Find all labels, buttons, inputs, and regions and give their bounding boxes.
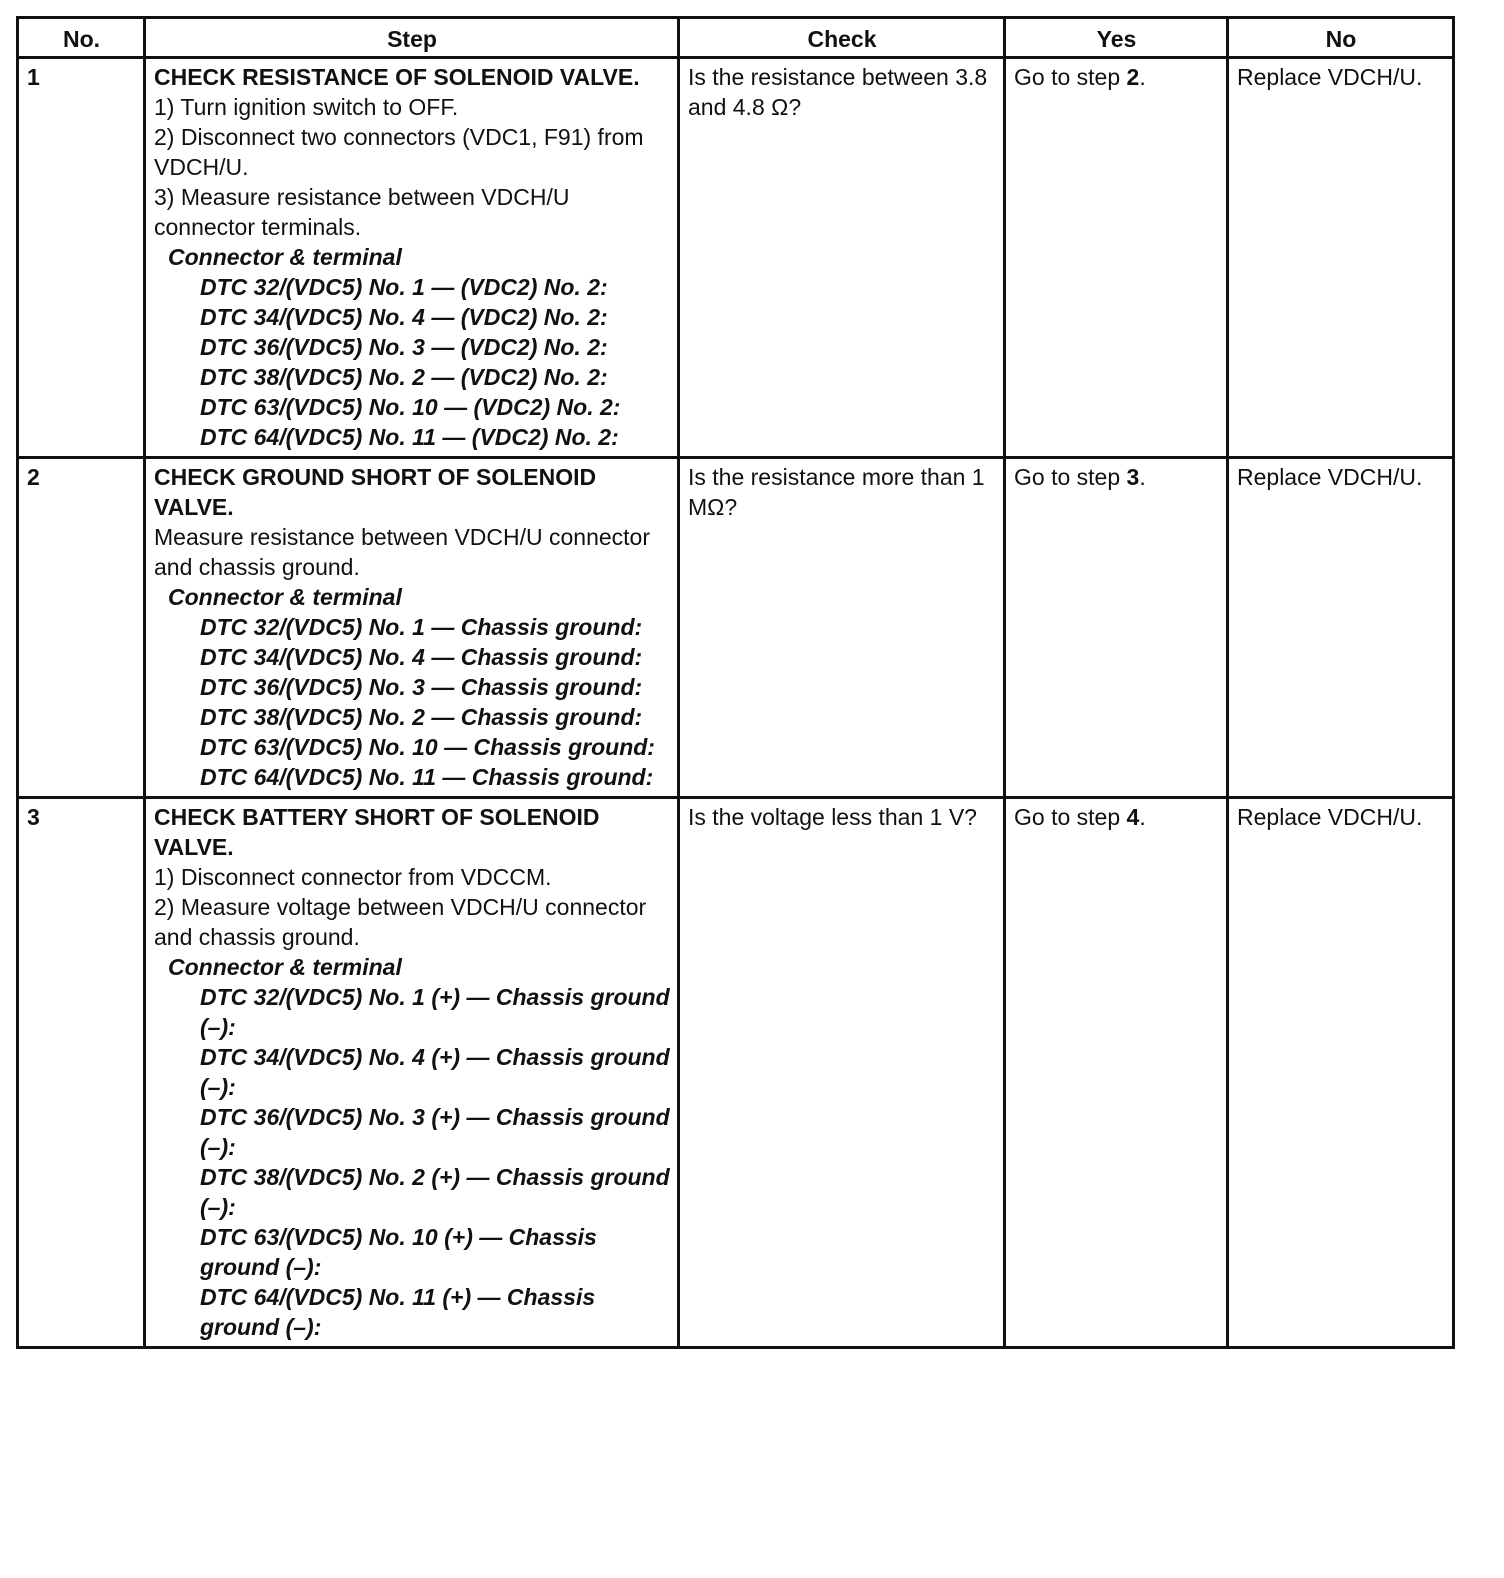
table-row	[18, 58, 1454, 458]
header-no-result: No	[1228, 18, 1454, 58]
connector-terminal-heading: Connector & terminal	[168, 244, 402, 270]
terminal-spec: DTC 36/(VDC5) No. 3 — Chassis ground:	[200, 674, 643, 700]
check-cell: Is the voltage less than 1 V?	[679, 798, 1005, 1348]
step-cell	[145, 798, 679, 1348]
yes-cell	[1005, 798, 1228, 1348]
step-cell	[145, 458, 679, 798]
step-instruction: 2) Measure voltage between VDCH/U connector and chassis ground.	[154, 894, 647, 950]
step-number: 2	[18, 458, 145, 798]
table-row	[18, 798, 1454, 1348]
yes-cell	[1005, 458, 1228, 798]
terminal-spec: DTC 64/(VDC5) No. 11 — (VDC2) No. 2:	[200, 424, 619, 450]
terminal-spec: DTC 63/(VDC5) No. 10 — Chassis ground:	[200, 734, 655, 760]
step-instruction: 3) Measure resistance between VDCH/U connector terminals.	[154, 184, 570, 240]
check-cell: Is the resistance more than 1 MΩ?	[679, 458, 1005, 798]
header-no: No.	[18, 18, 145, 58]
connector-terminal-heading: Connector & terminal	[168, 954, 402, 980]
terminal-spec: DTC 63/(VDC5) No. 10 — (VDC2) No. 2:	[200, 394, 621, 420]
terminal-spec: DTC 34/(VDC5) No. 4 — Chassis ground:	[200, 644, 643, 670]
terminal-spec: DTC 64/(VDC5) No. 11 (+) — Chassis ground (–):	[200, 1284, 596, 1340]
yes-step-number: 3	[1126, 464, 1140, 490]
terminal-spec: DTC 34/(VDC5) No. 4 (+) — Chassis ground (–):	[200, 1044, 670, 1100]
terminal-spec: DTC 38/(VDC5) No. 2 (+) — Chassis ground (–):	[200, 1164, 670, 1220]
yes-suffix: .	[1139, 464, 1146, 490]
step-cell	[145, 58, 679, 458]
no-cell: Replace VDCH/U.	[1228, 798, 1454, 1348]
table-row	[18, 458, 1454, 798]
terminal-spec: DTC 32/(VDC5) No. 1 (+) — Chassis ground (–):	[200, 984, 670, 1040]
terminal-spec: DTC 36/(VDC5) No. 3 — (VDC2) No. 2:	[200, 334, 608, 360]
yes-cell	[1005, 58, 1228, 458]
terminal-spec: DTC 38/(VDC5) No. 2 — Chassis ground:	[200, 704, 643, 730]
diagnostic-procedure-table	[16, 16, 1455, 1349]
step-title: CHECK BATTERY SHORT OF SOLENOID VALVE.	[154, 804, 600, 860]
no-cell: Replace VDCH/U.	[1228, 458, 1454, 798]
header-step: Step	[145, 18, 679, 58]
terminal-spec: DTC 64/(VDC5) No. 11 — Chassis ground:	[200, 764, 654, 790]
step-number: 3	[18, 798, 145, 1348]
table-header-row	[18, 18, 1454, 58]
yes-step-number: 2	[1126, 64, 1140, 90]
terminal-spec: DTC 32/(VDC5) No. 1 — (VDC2) No. 2:	[200, 274, 608, 300]
terminal-spec: DTC 34/(VDC5) No. 4 — (VDC2) No. 2:	[200, 304, 608, 330]
yes-prefix: Go to step	[1014, 804, 1127, 830]
terminal-spec: DTC 38/(VDC5) No. 2 — (VDC2) No. 2:	[200, 364, 608, 390]
yes-suffix: .	[1139, 804, 1146, 830]
terminal-spec: DTC 36/(VDC5) No. 3 (+) — Chassis ground (–):	[200, 1104, 670, 1160]
header-check: Check	[679, 18, 1005, 58]
step-instruction: 1) Turn ignition switch to OFF.	[154, 94, 459, 120]
step-title: CHECK GROUND SHORT OF SOLENOID VALVE.	[154, 464, 597, 520]
header-yes: Yes	[1005, 18, 1228, 58]
step-instruction: 2) Disconnect two connectors (VDC1, F91) from VDCH/U.	[154, 124, 644, 180]
step-instruction: Measure resistance between VDCH/U connector and chassis ground.	[154, 524, 651, 580]
yes-prefix: Go to step	[1014, 464, 1127, 490]
step-instruction: 1) Disconnect connector from VDCCM.	[154, 864, 552, 890]
yes-step-number: 4	[1126, 804, 1140, 830]
step-title: CHECK RESISTANCE OF SOLENOID VALVE.	[154, 64, 640, 90]
yes-suffix: .	[1139, 64, 1146, 90]
check-cell: Is the resistance between 3.8 and 4.8 Ω?	[679, 58, 1005, 458]
step-number: 1	[18, 58, 145, 458]
yes-prefix: Go to step	[1014, 64, 1127, 90]
connector-terminal-heading: Connector & terminal	[168, 584, 402, 610]
no-cell: Replace VDCH/U.	[1228, 58, 1454, 458]
terminal-spec: DTC 63/(VDC5) No. 10 (+) — Chassis ground (–):	[200, 1224, 597, 1280]
terminal-spec: DTC 32/(VDC5) No. 1 — Chassis ground:	[200, 614, 643, 640]
